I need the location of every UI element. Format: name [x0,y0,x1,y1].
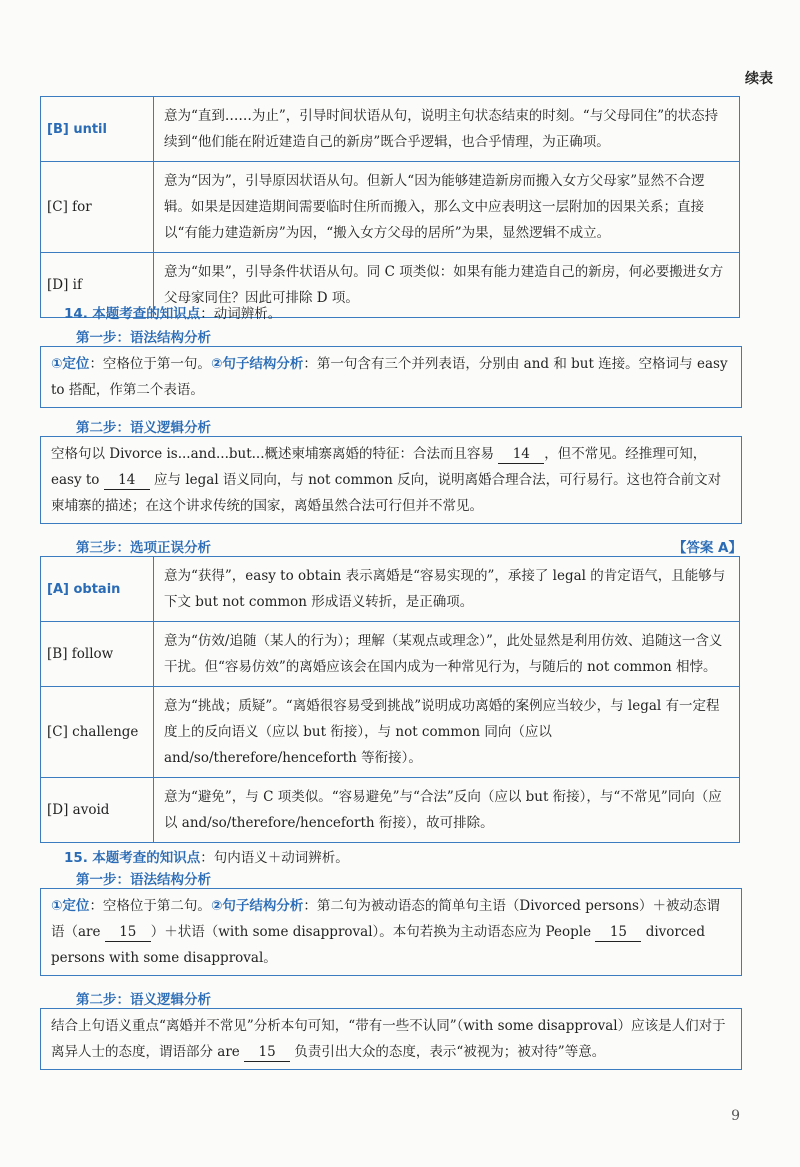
table-row [41,162,740,253]
blank-15: 15 [595,923,641,942]
q15-step1-box: ①定位：空格位于第二句。②句子结构分析：第二句为被动语态的简单句主语（Divorced persons）＋被动态谓语（are 15 ）＋状语（with some disapproval）。本句若换为主动语态应为 People 15 divorced persons with some disapproval。 [40,888,742,976]
option-label: [D] if [41,253,154,318]
q15-step2-box: 结合上句语义重点“离婚并不常见”分析本句可知，“带有一些不认同”（with some disapproval）应该是人们对于离异人士的态度，谓语部分 are 15 负责引出大众的态度，表示“被视为；被对待”等意。 [40,1008,742,1070]
continued-label: 续表 [745,71,773,87]
answer-badge: 【答案 A】 [672,540,742,556]
blank-15: 15 [105,923,151,942]
option-explanation: 意为“因为”，引导原因状语从句。但新人“因为能够建造新房而搬入女方父母家”显然不合逻辑。如果是因建造期间需要临时住所而搬入，那么文中应表明这一层附加的因果关系；直接以“有能力建造新房”为因，“搬入女方父母的居所”为果，显然逻辑不成立。 [154,162,740,253]
option-explanation: 意为“避免”，与 C 项类似。“容易避免”与“合法”反向（应以 but 衔接），与“不常见”同向（应以 and/so/therefore/henceforth 衔接），故可排除。 [154,778,740,843]
q15-heading: 15. 本题考查的知识点：句内语义＋动词辨析。 [64,850,349,866]
q14-options-table [40,556,740,843]
q14-step2-box: 空格句以 Divorce is...and...but...概述柬埔寨离婚的特征：合法而且容易 14 ，但不常见。经推理可知，easy to 14 应与 legal 语义同向，与 not common 反向，说明离婚合理合法，可行易行。这也符合前文对柬埔寨的描述；在这个讲求传统的国家，离婚虽然合法可行但并不常见。 [40,436,742,524]
q14-step1-title: 第一步：语法结构分析 [76,330,211,346]
table-row [41,97,740,162]
option-label: [B] follow [41,622,154,687]
q14-heading: 14. 本题考查的知识点：动词辨析。 [64,306,282,322]
option-label: [D] avoid [41,778,154,843]
table-row [41,557,740,622]
option-explanation: 意为“挑战；质疑”。“离婚很容易受到挑战”说明成功离婚的案例应当较少，与 legal 有一定程度上的反向语义（应以 but 衔接），与 not common 同向（应以 and/so/therefore/henceforth 等衔接）。 [154,687,740,778]
table-row [41,687,740,778]
option-label: [C] for [41,162,154,253]
q14-step2-title: 第二步：语义逻辑分析 [76,420,211,436]
q14-step3-title: 第三步：选项正误分析 [76,540,211,556]
option-explanation: 意为“仿效/追随（某人的行为）；理解（某观点或理念）”，此处显然是利用仿效、追随这一含义干扰。但“容易仿效”的离婚应该会在国内成为一种常见行为，与随后的 not common 相悖。 [154,622,740,687]
blank-14: 14 [104,471,150,490]
blank-15: 15 [244,1043,290,1062]
table-row [41,778,740,843]
option-label: [A] obtain [41,557,154,622]
q13-options-table [40,96,740,318]
page-number: 9 [731,1108,740,1124]
blank-14: 14 [498,445,544,464]
q15-step2-title: 第二步：语义逻辑分析 [76,992,211,1008]
option-label: [B] until [41,97,154,162]
option-explanation: 意为“直到……为止”，引导时间状语从句，说明主句状态结束的时刻。“与父母同住”的状态持续到“他们能在附近建造自己的新房”既合乎逻辑，也合乎情理，为正确项。 [154,97,740,162]
option-explanation: 意为“获得”，easy to obtain 表示离婚是“容易实现的”，承接了 legal 的肯定语气，且能够与下文 but not common 形成语义转折，是正确项。 [154,557,740,622]
q15-step1-title: 第一步：语法结构分析 [76,872,211,888]
q14-step1-box: ①定位：空格位于第一句。②句子结构分析：第一句含有三个并列表语，分别由 and 和 but 连接。空格词与 easy to 搭配，作第二个表语。 [40,346,742,408]
table-row [41,622,740,687]
option-explanation: 意为“如果”，引导条件状语从句。同 C 项类似：如果有能力建造自己的新房，何必要搬进女方父母家同住？因此可排除 D 项。 [154,253,740,318]
option-label: [C] challenge [41,687,154,778]
